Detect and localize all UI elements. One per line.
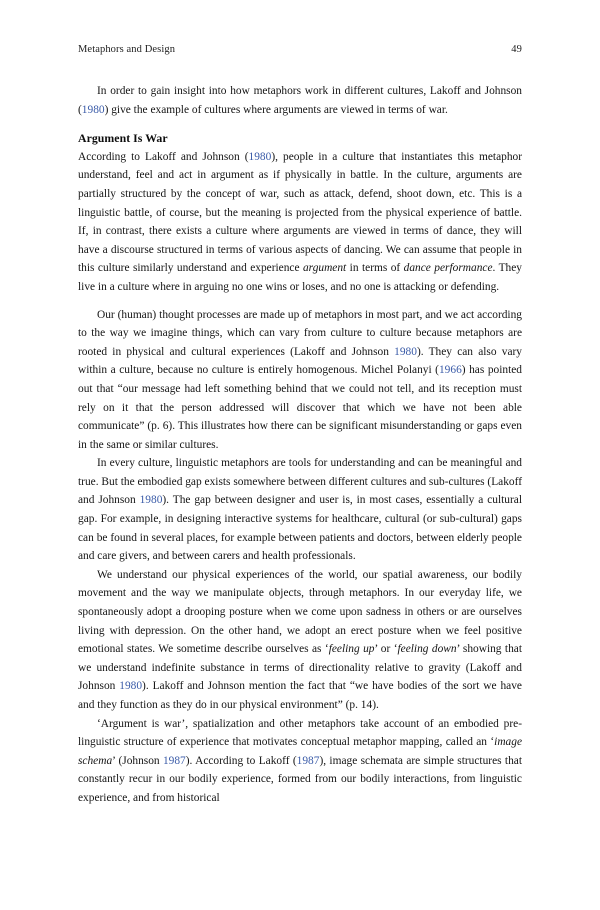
spacer [78,297,522,306]
citation-year[interactable]: 1987 [162,754,186,767]
running-head-title: Metaphors and Design [78,44,176,55]
citation-year[interactable]: 1980 [139,494,163,507]
paragraph-embodied-gap [78,454,522,566]
citation-year[interactable]: 1980 [119,680,143,693]
emphasis-feeling-down: feeling down [397,643,457,656]
spacer [78,119,522,129]
text-run: ). They can also vary within a culture, because no culture is entirely homogenous. Michel Polanyi ( [78,345,523,377]
emphasis-dance-performance: dance performance [403,262,493,275]
text-run: ). The gap between designer and user is, in most cases, essentially a cultural gap. For example, in designing interactive systems for healthcare, cultural (or sub-cultural) gaps can be found in several places, for example between patients and doctors, between elderly people and care givers, and between carers and health professionals. [78,494,522,563]
main-text-column [78,82,522,808]
paragraph-physical-experiences [78,566,522,715]
text-run: We understand our physical experiences of the world, our spatial awareness, our bodily movement and the way we manipulate objects, through metaphors. In our everyday life, we spontaneously adopt a drooping posture when we come upon sadness in others or are ourselves living with depression. On the other hand, we adopt an erect posture when we feel positive emotional states. We sometime describe ourselves as ‘ [78,568,522,656]
paragraph-thought-processes [78,306,522,455]
emphasis-image-schema: image schema [78,736,522,767]
text-run: ). According to Lakoff ( [185,754,297,767]
text-run: Our (human) thought processes are made up of metaphors in most part, and we act according to the way we imagine things, which can vary from culture to culture because metaphors are rooted in physical and cultural experiences (Lakoff and Johnson [78,308,522,358]
text-run: ’ or ‘ [374,643,398,656]
citation-year[interactable]: 1980 [248,150,272,163]
citation-year[interactable]: 1980 [81,103,105,116]
running-head [78,44,522,60]
emphasis-feeling-up: feeling up [328,643,375,656]
text-run: . They live in a culture where in arguing no one wins or loses, and no one is attacking or defending. [78,262,522,293]
text-run: According to Lakoff and Johnson ( [78,150,249,163]
text-run: ), image schemata are simple structures that constantly recur in our bodily experience, formed from our bodily interactions, from linguistic experience, and from historical [78,754,523,804]
paragraph-argument-is-war [78,148,522,297]
text-run: ). Lakoff and Johnson mention the fact that “we have bodies of the sort we have and they function as they do in our physical environment” (p. 14). [78,680,522,711]
text-run: ‘Argument is war’, spatialization and other metaphors take account of an embodied pre-linguistic structure of experience that motivates conceptual metaphor mapping, called an ‘ [78,717,522,749]
text-run: In order to gain insight into how metaphors work in different cultures, Lakoff and Johnson ( [78,85,522,116]
text-run: in terms of [346,262,404,275]
section-heading: Argument Is War [78,131,168,146]
citation-year[interactable]: 1980 [394,345,417,358]
emphasis-argument: argument [302,262,347,275]
citation-year[interactable]: 1966 [438,364,462,377]
text-run: ’ showing that we understand indefinite substance in terms of directionality relative to gravity (Lakoff and Johnson [78,643,522,693]
text-run: ) has pointed out that “our message had left something behind that we could not tell, and its reception must rely on it that the person addressed will discover that which we have not been able communicate” (p. 6). This illustrates how there can be significant misunderstanding or gaps even in the same or similar cultures. [78,364,522,451]
text-run: ) give the example of cultures where arguments are viewed in terms of war. [104,103,448,116]
text-run: ’ (Johnson [112,754,163,767]
paragraph-image-schema [78,715,522,808]
text-run: In every culture, linguistic metaphors are tools for understanding and can be meaningful and true. But the embodied gap exists somewhere between different cultures and sub-cultures (Lakoff and Johnson [78,457,522,507]
paragraph-intro [78,82,522,119]
page-number: 49 [511,44,522,55]
citation-year[interactable]: 1987 [296,754,320,767]
text-run: ), people in a culture that instantiates this metaphor understand, feel and act in argument as if physically in battle. In the culture, arguments are partially structured by the concept of war, such as attack, defend, shoot down, etc. This is a linguistic battle, of course, but the meaning is projected from the physical experience of battle. If, in contrast, there exists a culture where arguments are viewed in terms of dance, they will have a discourse structured in terms of various aspects of dancing. We can assume that people in this culture similarly understand and experience [78,150,523,275]
